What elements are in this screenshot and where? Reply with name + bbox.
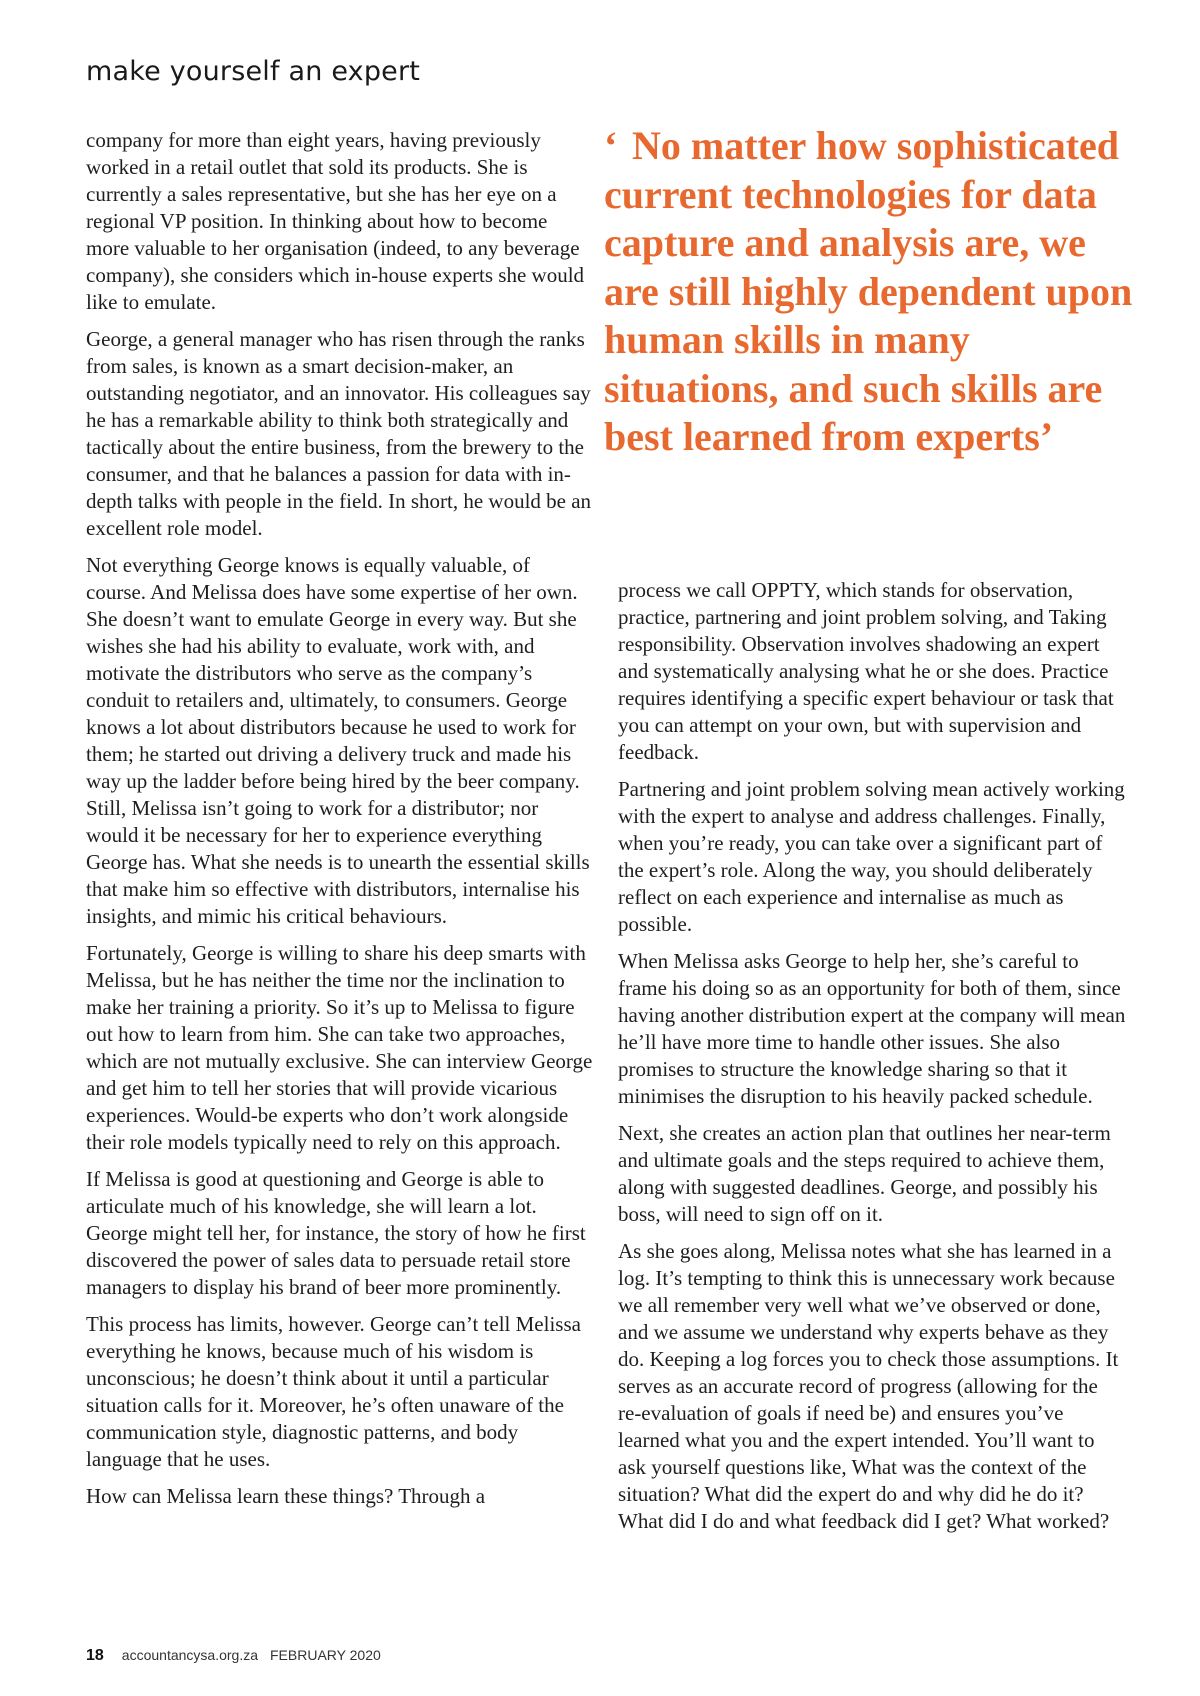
pull-quote [604, 122, 1134, 462]
body-paragraph: Next, she creates an action plan that outlines her near-term and ultimate goals and the steps required to achieve them, along with suggested deadlines. George, and possibly his boss, will need to sign off on it. [618, 1121, 1111, 1226]
section-title: make yourself an expert [86, 56, 421, 87]
body-paragraph: Fortunately, George is willing to share his deep smarts with Melissa, but he has neither the time nor the inclination to make her training a priority. So it’s up to Melissa to figure out how to learn from him. She can take two approaches, which are not mutually exclusive. She can interview George and get him to tell her stories that will provide vicarious experiences. Would-be experts who don’t work alongside their role models typically need to rely on this approach. [86, 941, 593, 1154]
page-footer [86, 1647, 381, 1665]
body-paragraph: How can Melissa learn these things? Through a [86, 1484, 486, 1508]
footer-website: accountancysa.org.za [121, 1647, 258, 1663]
body-paragraph: Not everything George knows is equally valuable, of course. And Melissa does have some expertise of her own. She doesn’t want to emulate George in every way. But she wishes she had his ability to evaluate, work with, and motivate the distributors who serve as the company’s conduit to retailers and, ultimately, to consumers. George knows a lot about distributors because he used to work for them; he started out driving a delivery truck and made his way up the ladder before being hired by the beer company. Still, Melissa isn’t going to work for a distributor; nor would it be necessary for her to experience everything George has. What she needs is to unearth the essential skills that make him so effective with distributors, internalise his insights, and mimic his critical behaviours. [86, 553, 590, 928]
pull-quote-text: No matter how sophisticated current technologies for data capture and analysis are, we are still highly dependent upon human skills in many situations, and such skills are best learned from experts’ [604, 123, 1133, 459]
body-paragraph: As she goes along, Melissa notes what she has learned in a log. It’s tempting to think this is unnecessary work because we all remember very well what we’ve observed or done, and we assume we understand why experts behave as they do. Keeping a log forces you to check those assumptions. It serves as an accurate record of progress (allowing for the re-evaluation of goals if need be) and ensures you’ve learned what you and the expert intended. You’ll want to ask yourself questions like, What was the context of the situation? What did the expert do and why did he do it? What did I do and what feedback did I get? What worked? [618, 1239, 1119, 1533]
body-paragraph: Partnering and joint problem solving mean actively working with the expert to analyse and address challenges. Finally, when you’re ready, you can take over a significant part of the expert’s role. Along the way, you should deliberately reflect on each experience and internalise as much as possible. [618, 777, 1125, 936]
open-quote-mark: ‘ [604, 123, 618, 168]
body-paragraph: If Melissa is good at questioning and George is able to articulate much of his knowledge, she will learn a lot. George might tell her, for instance, the story of how he first discovered the power of sales data to persuade retail store managers to display his brand of beer more prominently. [86, 1167, 586, 1299]
right-column [618, 577, 1126, 1545]
body-paragraph: When Melissa asks George to help her, she’s careful to frame his doing so as an opportunity for both of them, since having another distribution expert at the company will mean he’ll have more time to handle other issues. She also promises to structure the knowledge sharing so that it minimises the disruption to his heavily packed schedule. [618, 949, 1126, 1108]
body-paragraph: George, a general manager who has risen through the ranks from sales, is known as a smart decision-maker, an outstanding negotiator, and an innovator. His colleagues say he has a remarkable ability to think both strategically and tactically about the entire business, from the brewery to the consumer, and that he balances a passion for data with in-depth talks with people in the field. In short, he would be an excellent role model. [86, 327, 592, 540]
body-paragraph: This process has limits, however. George can’t tell Melissa everything he knows, because much of his wisdom is unconscious; he doesn’t think about it until a particular situation calls for it. Moreover, he’s often unaware of the communication style, diagnostic patterns, and body language that he uses. [86, 1312, 581, 1471]
page-number: 18 [86, 1647, 104, 1664]
body-paragraph: company for more than eight years, having previously worked in a retail outlet that sold its products. She is currently a sales representative, but she has her eye on a regional VP position. In thinking about how to become more valuable to her organisation (indeed, to any beverage company), she considers which in-house experts she would like to emulate. [86, 128, 585, 314]
left-column [86, 127, 594, 1520]
footer-issue-date: FEBRUARY 2020 [270, 1647, 381, 1663]
body-paragraph: process we call OPPTY, which stands for observation, practice, partnering and joint problem solving, and Taking responsibility. Observation involves shadowing an expert and systematically analysing what he or she does. Practice requires identifying a specific expert behaviour or task that you can attempt on your own, but with supervision and feedback. [618, 578, 1114, 764]
